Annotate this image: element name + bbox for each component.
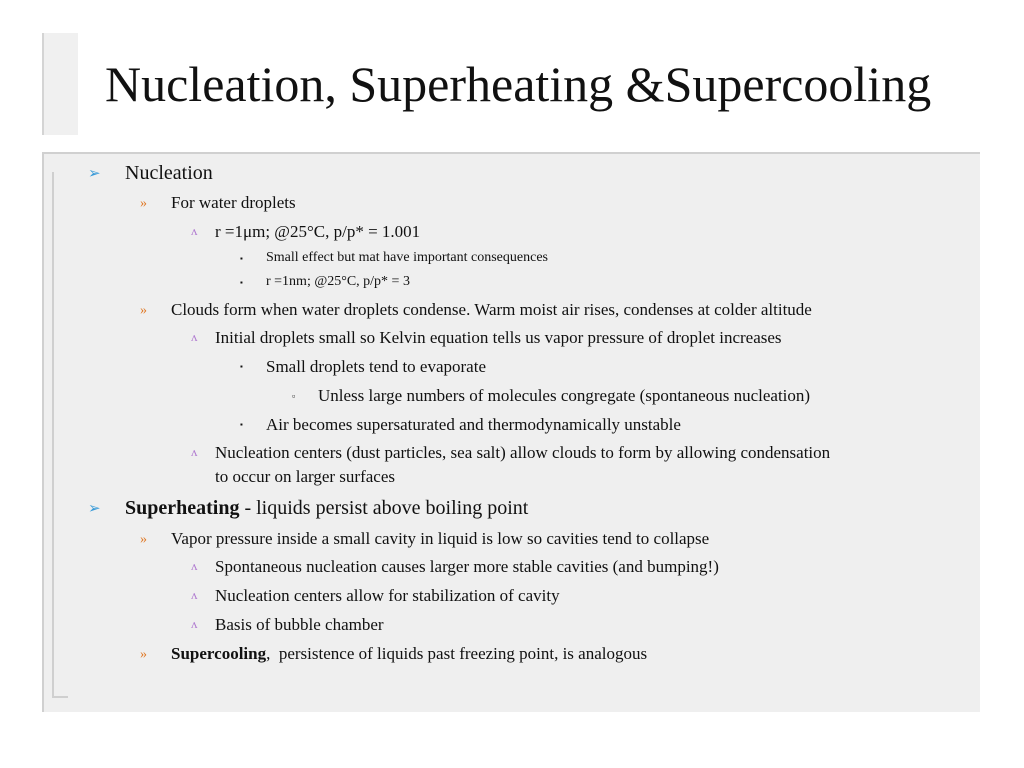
- caret-bullet-icon: ʌ: [191, 558, 198, 573]
- caret-bullet-icon: ʌ: [191, 329, 198, 344]
- title-accent-bar: [42, 33, 78, 135]
- bullet-text: Nucleation centers allow for stabilization of cavity: [215, 586, 560, 605]
- caret-bullet-icon: ʌ: [191, 223, 198, 238]
- caret-bullet-icon: ʌ: [191, 444, 198, 459]
- caret-bullet-icon: ʌ: [191, 587, 198, 602]
- bullet-text: For water droplets: [171, 193, 296, 212]
- caret-bullet-icon: ʌ: [191, 616, 198, 631]
- bullet-text: Unless large numbers of molecules congregate (spontaneous nucleation): [318, 386, 811, 405]
- bullet-text: Spontaneous nucleation causes larger more stable cavities (and bumping!): [215, 557, 719, 576]
- double-chevron-bullet-icon: »: [140, 532, 147, 547]
- arrow-bullet-icon: ➢: [88, 166, 101, 182]
- side-bracket-rule: [52, 172, 68, 698]
- bullet-text: r =1nm; @25°C, p/p* = 3: [266, 274, 410, 289]
- hollow-square-bullet-icon: ▫: [292, 391, 296, 401]
- bullet-text: Vapor pressure inside a small cavity in liquid is low so cavities tend to collapse: [171, 529, 710, 548]
- bullet-text-line2: to occur on larger surfaces: [215, 467, 395, 486]
- square-bullet-icon: ▪: [240, 420, 243, 429]
- arrow-bullet-icon: ➢: [88, 501, 101, 517]
- bullet-text-line1: Nucleation centers (dust particles, sea salt) allow clouds to form by allowing condensation: [215, 443, 831, 462]
- bullet-bold-term: Superheating: [125, 497, 240, 519]
- square-bullet-icon: ▪: [240, 278, 243, 287]
- bullet-text: Small effect but mat have important consequences: [266, 250, 548, 265]
- square-bullet-icon: ▪: [240, 362, 243, 371]
- double-chevron-bullet-icon: »: [140, 303, 147, 318]
- bullet-text: , persistence of liquids past freezing point, is analogous: [266, 644, 648, 663]
- square-bullet-icon: ▪: [240, 254, 243, 263]
- double-chevron-bullet-icon: »: [140, 196, 147, 211]
- bullet-text: Initial droplets small so Kelvin equation tells us vapor pressure of droplet increases: [215, 328, 782, 347]
- bullet-text: Small droplets tend to evaporate: [266, 357, 486, 376]
- bullet-text: Clouds form when water droplets condense. Warm moist air rises, condenses at colder altitude: [171, 300, 812, 319]
- bullet-text: Basis of bubble chamber: [215, 615, 384, 634]
- slide-title: Nucleation, Superheating &Supercooling: [105, 56, 932, 112]
- bullet-text: r =1μm; @25°C, p/p* = 1.001: [215, 222, 421, 241]
- bullet-text: Air becomes supersaturated and thermodynamically unstable: [266, 415, 681, 434]
- bullet-bold-term: Supercooling: [171, 644, 267, 663]
- bullet-text: Nucleation: [125, 162, 213, 184]
- bullet-text: - liquids persist above boiling point: [239, 497, 529, 519]
- double-chevron-bullet-icon: »: [140, 647, 147, 662]
